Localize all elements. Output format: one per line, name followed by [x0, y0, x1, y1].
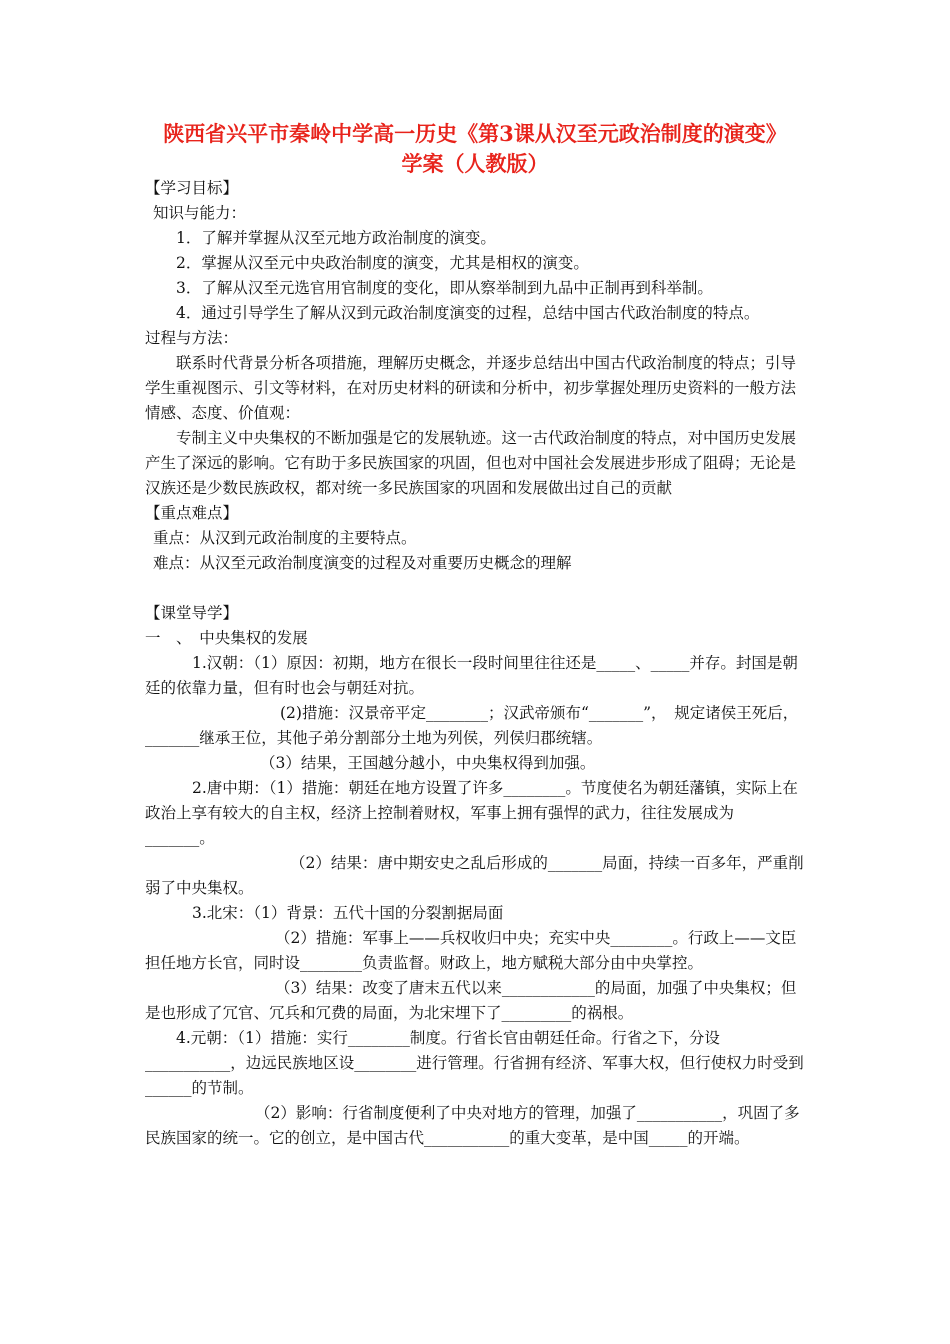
knowledge-item-4: 4．通过引导学生了解从汉到元政治制度演变的过程，总结中国古代政治制度的特点。 [176, 304, 760, 322]
song-paragraph-3: （3）结果：改变了唐末五代以来____________的局面，加强了中央集权；但是也形成了冗官、冗兵和冗费的局面，为北宋埋下了_________的祸根。 [145, 979, 797, 1022]
document-body [145, 176, 805, 1151]
objectives-header: 【学习目标】 [145, 179, 239, 197]
guide-header: 【课堂导学】 [145, 604, 239, 622]
key-header: 【重点难点】 [145, 504, 239, 522]
yuan-paragraph-2: （2）影响：行省制度便利了中央对地方的管理，加强了___________，巩固了多民族国家的统一。它的创立，是中国古代___________的重大变革，是中国_____的开端。 [145, 1104, 800, 1147]
difficult-point: 难点：从汉至元政治制度演变的过程及对重要历史概念的理解 [153, 554, 572, 572]
yuan-paragraph-1: 4.元朝：（1）措施：实行________制度。行省长官由朝廷任命。行省之下，分设___________，边远民族地区设________进行管理。行省拥有经济、军事大权，但行使权力时受到______的节制。 [145, 1029, 804, 1097]
knowledge-item-1: 1．了解并掌握从汉至元地方政治制度的演变。 [176, 229, 496, 247]
process-text: 联系时代背景分析各项措施，理解历史概念，并逐步总结出中国古代政治制度的特点；引导学生重视图示、引文等材料，在对历史材料的研读和分析中，初步掌握处理历史资料的一般方法 [145, 354, 797, 397]
key-point: 重点：从汉到元政治制度的主要特点。 [153, 529, 417, 547]
emotion-label: 情感、态度、价值观： [145, 404, 301, 422]
document-title [130, 119, 820, 179]
emotion-text: 专制主义中央集权的不断加强是它的发展轨迹。这一古代政治制度的特点，对中国历史发展产生了深远的影响。它有助于多民族国家的巩固，但也对中国社会发展进步形成了阻碍；无论是汉族还是少数民族政权，都对统一多民族国家的巩固和发展做出过自己的贡献 [145, 429, 797, 497]
tang-paragraph-2: （2）结果：唐中期安史之乱后形成的_______局面，持续一百多年，严重削弱了中央集权。 [145, 854, 804, 897]
knowledge-label: 知识与能力： [153, 204, 247, 222]
process-label: 过程与方法： [145, 329, 239, 347]
title-line-1: 陕西省兴平市秦岭中学高一历史《第3课从汉至元政治制度的演变》 [163, 121, 787, 146]
han-paragraph-3: （3）结果，王国越分越小，中央集权得到加强。 [260, 754, 596, 772]
title-line-2: 学案（人教版） [401, 151, 549, 176]
knowledge-item-3: 3．了解从汉至元选官用官制度的变化，即从察举制到九品中正制再到科举制。 [176, 279, 713, 297]
tang-paragraph-1: 2.唐中期：（1）措施：朝廷在地方设置了许多________。节度使名为朝廷藩镇，实际上在政治上享有较大的自主权，经济上控制着财权，军事上拥有强悍的武力，往往发展成为 _______。 [145, 779, 798, 847]
knowledge-item-2: 2．掌握从汉至元中央政治制度的演变，尤其是相权的演变。 [176, 254, 589, 272]
song-paragraph-1: 3.北宋：（1）背景：五代十国的分裂割据局面 [192, 904, 504, 922]
han-paragraph-2: (2)措施：汉景帝平定________；汉武帝颁布“_______”， 规定诸侯王死后，_______继承王位，其他子弟分割部分土地为列侯，列侯归郡统辖。 [145, 704, 799, 747]
song-paragraph-2: （2）措施：军事上——兵权收归中央；充实中央________。行政上——文臣担任地方长官，同时设________负责监督。财政上，地方赋税大部分由中央掌控。 [145, 929, 797, 972]
han-paragraph-1: 1.汉朝：（1）原因：初期，地方在很长一段时间里往往还是_____、_____并存。封国是朝廷的依靠力量，但有时也会与朝廷对抗。 [145, 654, 798, 697]
part1-title: 一 、 中央集权的发展 [145, 629, 308, 647]
